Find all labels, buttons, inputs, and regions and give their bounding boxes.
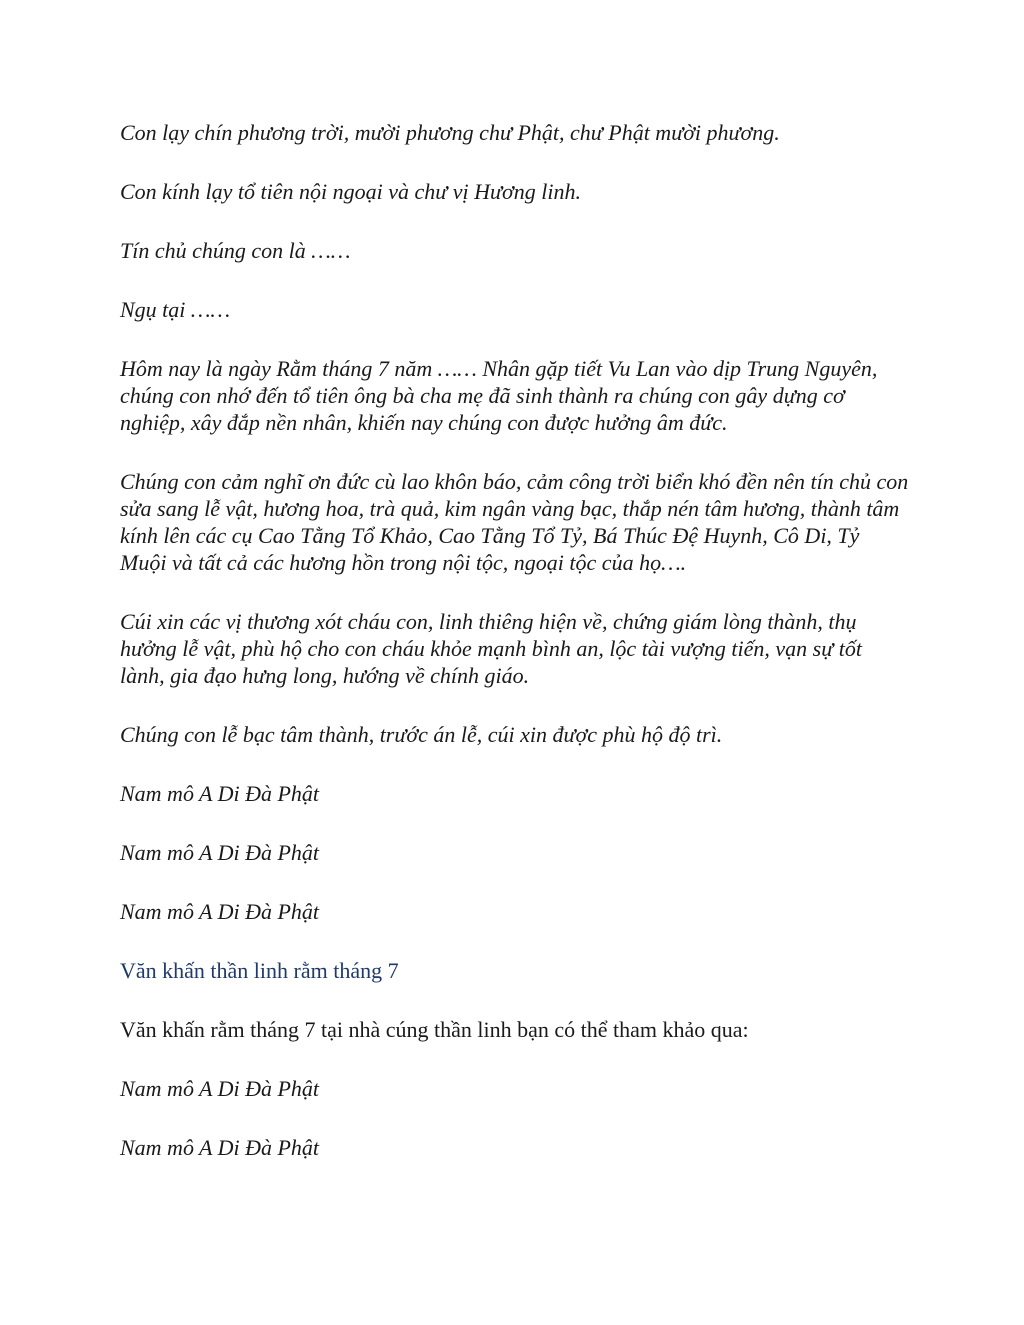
section-intro: Văn khấn rằm tháng 7 tại nhà cúng thần linh bạn có thể tham khảo qua: <box>120 1017 749 1042</box>
chant-line: Nam mô A Di Đà Phật <box>120 899 320 924</box>
prayer-line: Con kính lạy tổ tiên nội ngoại và chư vị Hương linh. <box>120 179 582 204</box>
chant-line: Nam mô A Di Đà Phật <box>120 1076 320 1101</box>
prayer-line: Chúng con lễ bạc tâm thành, trước án lễ, cúi xin được phù hộ độ trì. <box>120 722 723 747</box>
prayer-line: Ngụ tại …… <box>120 297 231 322</box>
prayer-line: Con lạy chín phương trời, mười phương chư Phật, chư Phật mười phương. <box>120 120 780 145</box>
prayer-paragraph: Chúng con cảm nghĩ ơn đức cù lao khôn báo, cảm công trời biển khó đền nên tín chủ con sửa sang lễ vật, hương hoa, trà quả, kim ngân vàng bạc, thắp nén tâm hương, thành tâm kính lên các cụ Cao Tằng Tổ Khảo, Cao Tằng Tổ Tỷ, Bá Thúc Đệ Huynh, Cô Di, Tỷ Muội và tất cả các hương hồn trong nội tộc, ngoại tộc của họ…. <box>120 469 909 575</box>
chant-line: Nam mô A Di Đà Phật <box>120 781 320 806</box>
prayer-paragraph: Cúi xin các vị thương xót cháu con, linh thiêng hiện về, chứng giám lòng thành, thụ hưởng lễ vật, phù hộ cho con cháu khỏe mạnh bình an, lộc tài vượng tiến, vạn sự tốt lành, gia đạo hưng long, hướng về chính giáo. <box>120 609 862 688</box>
document-body <box>120 119 910 1193</box>
prayer-line: Tín chủ chúng con là …… <box>120 238 351 263</box>
prayer-paragraph: Hôm nay là ngày Rằm tháng 7 năm …… Nhân gặp tiết Vu Lan vào dịp Trung Nguyên, chúng con nhớ đến tổ tiên ông bà cha mẹ đã sinh thành ra chúng con gây dựng cơ nghiệp, xây đắp nền nhân, khiến nay chúng con được hưởng âm đức. <box>120 356 878 435</box>
section-heading: Văn khấn thần linh rằm tháng 7 <box>120 958 399 983</box>
chant-line: Nam mô A Di Đà Phật <box>120 1135 320 1160</box>
chant-line: Nam mô A Di Đà Phật <box>120 840 320 865</box>
